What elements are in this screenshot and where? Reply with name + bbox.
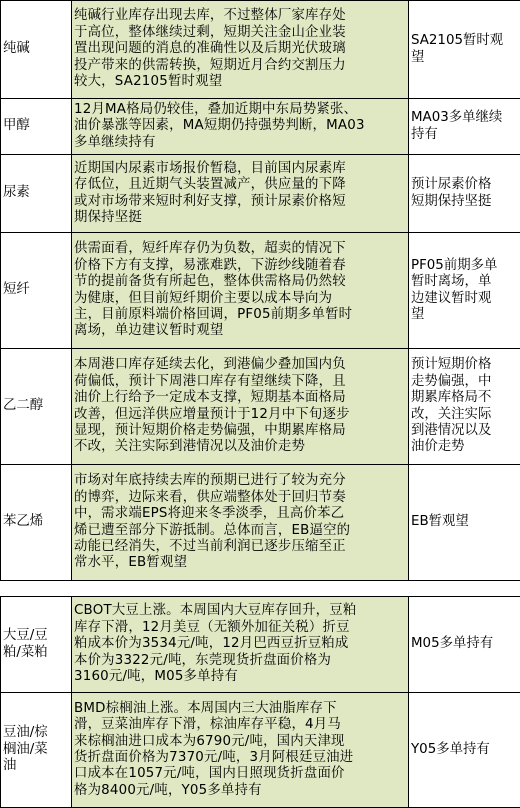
trading-view <box>409 1 520 99</box>
trading-view <box>409 349 520 465</box>
commodity-name-line: 豆油/棕 <box>3 725 69 741</box>
analysis-line: 的博弈，边际来看，供应端整体处于回归节奏 <box>74 490 406 506</box>
analysis-line: 荷偏低，预计下周港口库存有望继续下降，且 <box>74 374 406 390</box>
commodity-name-line: 甲醇 <box>3 118 69 134</box>
analysis-line: 来棕榈油进口成本为6790元/吨，国内天津现 <box>74 734 406 750</box>
analysis-line: 改善，但远洋供应增量预计于12月中下旬逐步 <box>74 407 406 423</box>
table-gap <box>0 586 520 596</box>
table-row <box>1 99 520 155</box>
analysis-line: 存低位，且近期气头装置减产，供应量的下降 <box>74 177 406 193</box>
view-line: EB暂观望 <box>411 514 520 530</box>
view-line: 边建议暂时观 <box>411 291 520 307</box>
analysis-line: 显现，预计短期价格走势偏强，中期累库格局 <box>74 423 406 439</box>
analysis-line: 多单继续持有 <box>74 135 406 151</box>
view-line: 期累库格局不 <box>411 390 520 406</box>
trading-view <box>409 693 520 808</box>
analysis-line: 格为8400元/吨，Y05多单持有 <box>74 783 406 799</box>
analysis-line: 近期国内尿素市场报价暂稳，目前国内尿素库 <box>74 161 406 177</box>
commodity-name-line: 短纤 <box>3 282 69 298</box>
analysis-line: 为健康，但目前短纤期价主要以成本导向为 <box>74 291 406 307</box>
analysis-line: 油价上行给予一定成本支撑，短期基本面格局 <box>74 390 406 406</box>
trading-view <box>409 99 520 155</box>
trading-view <box>409 597 520 693</box>
view-line: 走势偏强，中 <box>411 374 520 390</box>
commodity-name-line: 油 <box>3 758 69 774</box>
view-line: PF05前期多单 <box>411 258 520 274</box>
analysis-line: 不改，关注实际到港情况以及油价走势 <box>74 439 406 455</box>
market-analysis <box>72 465 409 581</box>
trading-view <box>409 233 520 349</box>
commodity-name <box>1 1 72 99</box>
commodity-name-line: 苯乙烯 <box>3 514 69 530</box>
commodity-name <box>1 465 72 581</box>
table-body <box>1 1 520 581</box>
commodity-name-line: 大豆/豆 <box>3 628 69 644</box>
commodity-name <box>1 99 72 155</box>
table-row <box>1 1 520 99</box>
analysis-line: 纯碱行业库存出现去库，不过整体厂家库存处 <box>74 8 406 24</box>
view-line: 油价走势 <box>411 439 520 455</box>
market-analysis <box>72 349 409 465</box>
market-analysis <box>72 693 409 808</box>
market-analysis <box>72 1 409 99</box>
trading-view <box>409 155 520 233</box>
analysis-line: 12月MA格局仍较佳，叠加近期中东局势紧张、 <box>74 102 406 118</box>
analysis-line: 本周港口库存延续去化，到港偏少叠加国内负 <box>74 357 406 373</box>
table-row <box>1 233 520 349</box>
commodity-name-line: 纯碱 <box>3 41 69 57</box>
market-analysis <box>72 99 409 155</box>
analysis-line: 供需面看，短纤库存仍为负数，超卖的情况下 <box>74 241 406 257</box>
analysis-line: 市场对年底持续去库的预期已进行了较为充分 <box>74 473 406 489</box>
view-line: 暂时离场，单 <box>411 274 520 290</box>
analysis-line: 中，需求端EPS将迎来冬季淡季，且高价苯乙 <box>74 506 406 522</box>
analysis-line: 主，目前原料端价格回调，PF05前期多单暂时 <box>74 307 406 323</box>
analysis-line: 于高位，整体继续过剩，短期关注金山企业装 <box>74 25 406 41</box>
table-row <box>1 693 520 808</box>
view-line: 改，关注实际 <box>411 407 520 423</box>
view-line: MA03多单继续 <box>411 110 520 126</box>
analysis-line: 滑，豆菜油库存下滑，棕油库存平稳，4月马 <box>74 717 406 733</box>
analysis-line: 口成本在1057元/吨，国内日照现货折盘面价 <box>74 766 406 782</box>
table-row <box>1 155 520 233</box>
commodity-name-line: 粕/菜粕 <box>3 645 69 661</box>
view-line: 短期保持坚挺 <box>411 194 520 210</box>
agricultural-table <box>0 596 520 808</box>
analysis-line: 离场，单边建议暂时观望 <box>74 323 406 339</box>
view-line: 持有 <box>411 127 520 143</box>
view-line: 望 <box>411 307 520 323</box>
commodity-name <box>1 693 72 808</box>
view-line: Y05多单持有 <box>411 742 520 758</box>
analysis-line: BMD棕榈油上涨。本周国内三大油脂库存下 <box>74 701 406 717</box>
trading-view <box>409 465 520 581</box>
commodity-name-line: 榈油/菜 <box>3 742 69 758</box>
table-row <box>1 597 520 693</box>
analysis-line: 或对市场带来短时利好支撑，预计尿素价格短 <box>74 194 406 210</box>
table-row <box>1 349 520 465</box>
analysis-line: 库存下滑，12月美豆（无额外加征关税）折豆 <box>74 620 406 636</box>
view-line: 望 <box>411 50 520 66</box>
analysis-line: 置出现问题的消息的准确性以及后期光伏玻璃 <box>74 41 406 57</box>
analysis-line: 油价暴涨等因素，MA短期仍持强势判断，MA03 <box>74 118 406 134</box>
commodity-name <box>1 155 72 233</box>
analysis-line: 节的提前备货有所起色，整体供需格局仍然较 <box>74 274 406 290</box>
analysis-line: 投产带来的供需转换，短期近月合约交割压力 <box>74 58 406 74</box>
analysis-line: CBOT大豆上涨。本周国内大豆库存回升，豆粕 <box>74 603 406 619</box>
table-row <box>1 465 520 581</box>
analysis-line: 本价为3322元/吨，东莞现货折盘面价格为 <box>74 653 406 669</box>
commodity-name <box>1 233 72 349</box>
market-analysis <box>72 233 409 349</box>
analysis-line: 常水平，EB暂观望 <box>74 555 406 571</box>
view-line: 预计尿素价格 <box>411 177 520 193</box>
analysis-line: 动能已经消失，不过当前利润已逐步压缩至正 <box>74 539 406 555</box>
view-line: M05多单持有 <box>411 636 520 652</box>
commodity-name-line: 乙二醇 <box>3 398 69 414</box>
analysis-line: 较大，SA2105暂时观望 <box>74 74 406 90</box>
view-line: SA2105暂时观 <box>411 33 520 49</box>
view-line: 到港情况以及 <box>411 423 520 439</box>
analysis-line: 3160元/吨，M05多单持有 <box>74 669 406 685</box>
analysis-line: 价格下方有支撑，易涨难跌，下游纱线随着春 <box>74 258 406 274</box>
analysis-line: 烯已遭至部分下游抵制。总体而言，EB逼空的 <box>74 523 406 539</box>
analysis-line: 粕成本价为3534元/吨，12月巴西豆折豆粕成 <box>74 636 406 652</box>
market-analysis <box>72 597 409 693</box>
commodity-name <box>1 597 72 693</box>
commodity-name-line: 尿素 <box>3 185 69 201</box>
analysis-line: 期保持坚挺 <box>74 210 406 226</box>
commodity-name <box>1 349 72 465</box>
view-line: 预计短期价格 <box>411 357 520 373</box>
market-analysis <box>72 155 409 233</box>
table-body <box>1 597 520 808</box>
analysis-line: 货折盘面价格为7370元/吨，3月阿根廷豆油进 <box>74 750 406 766</box>
